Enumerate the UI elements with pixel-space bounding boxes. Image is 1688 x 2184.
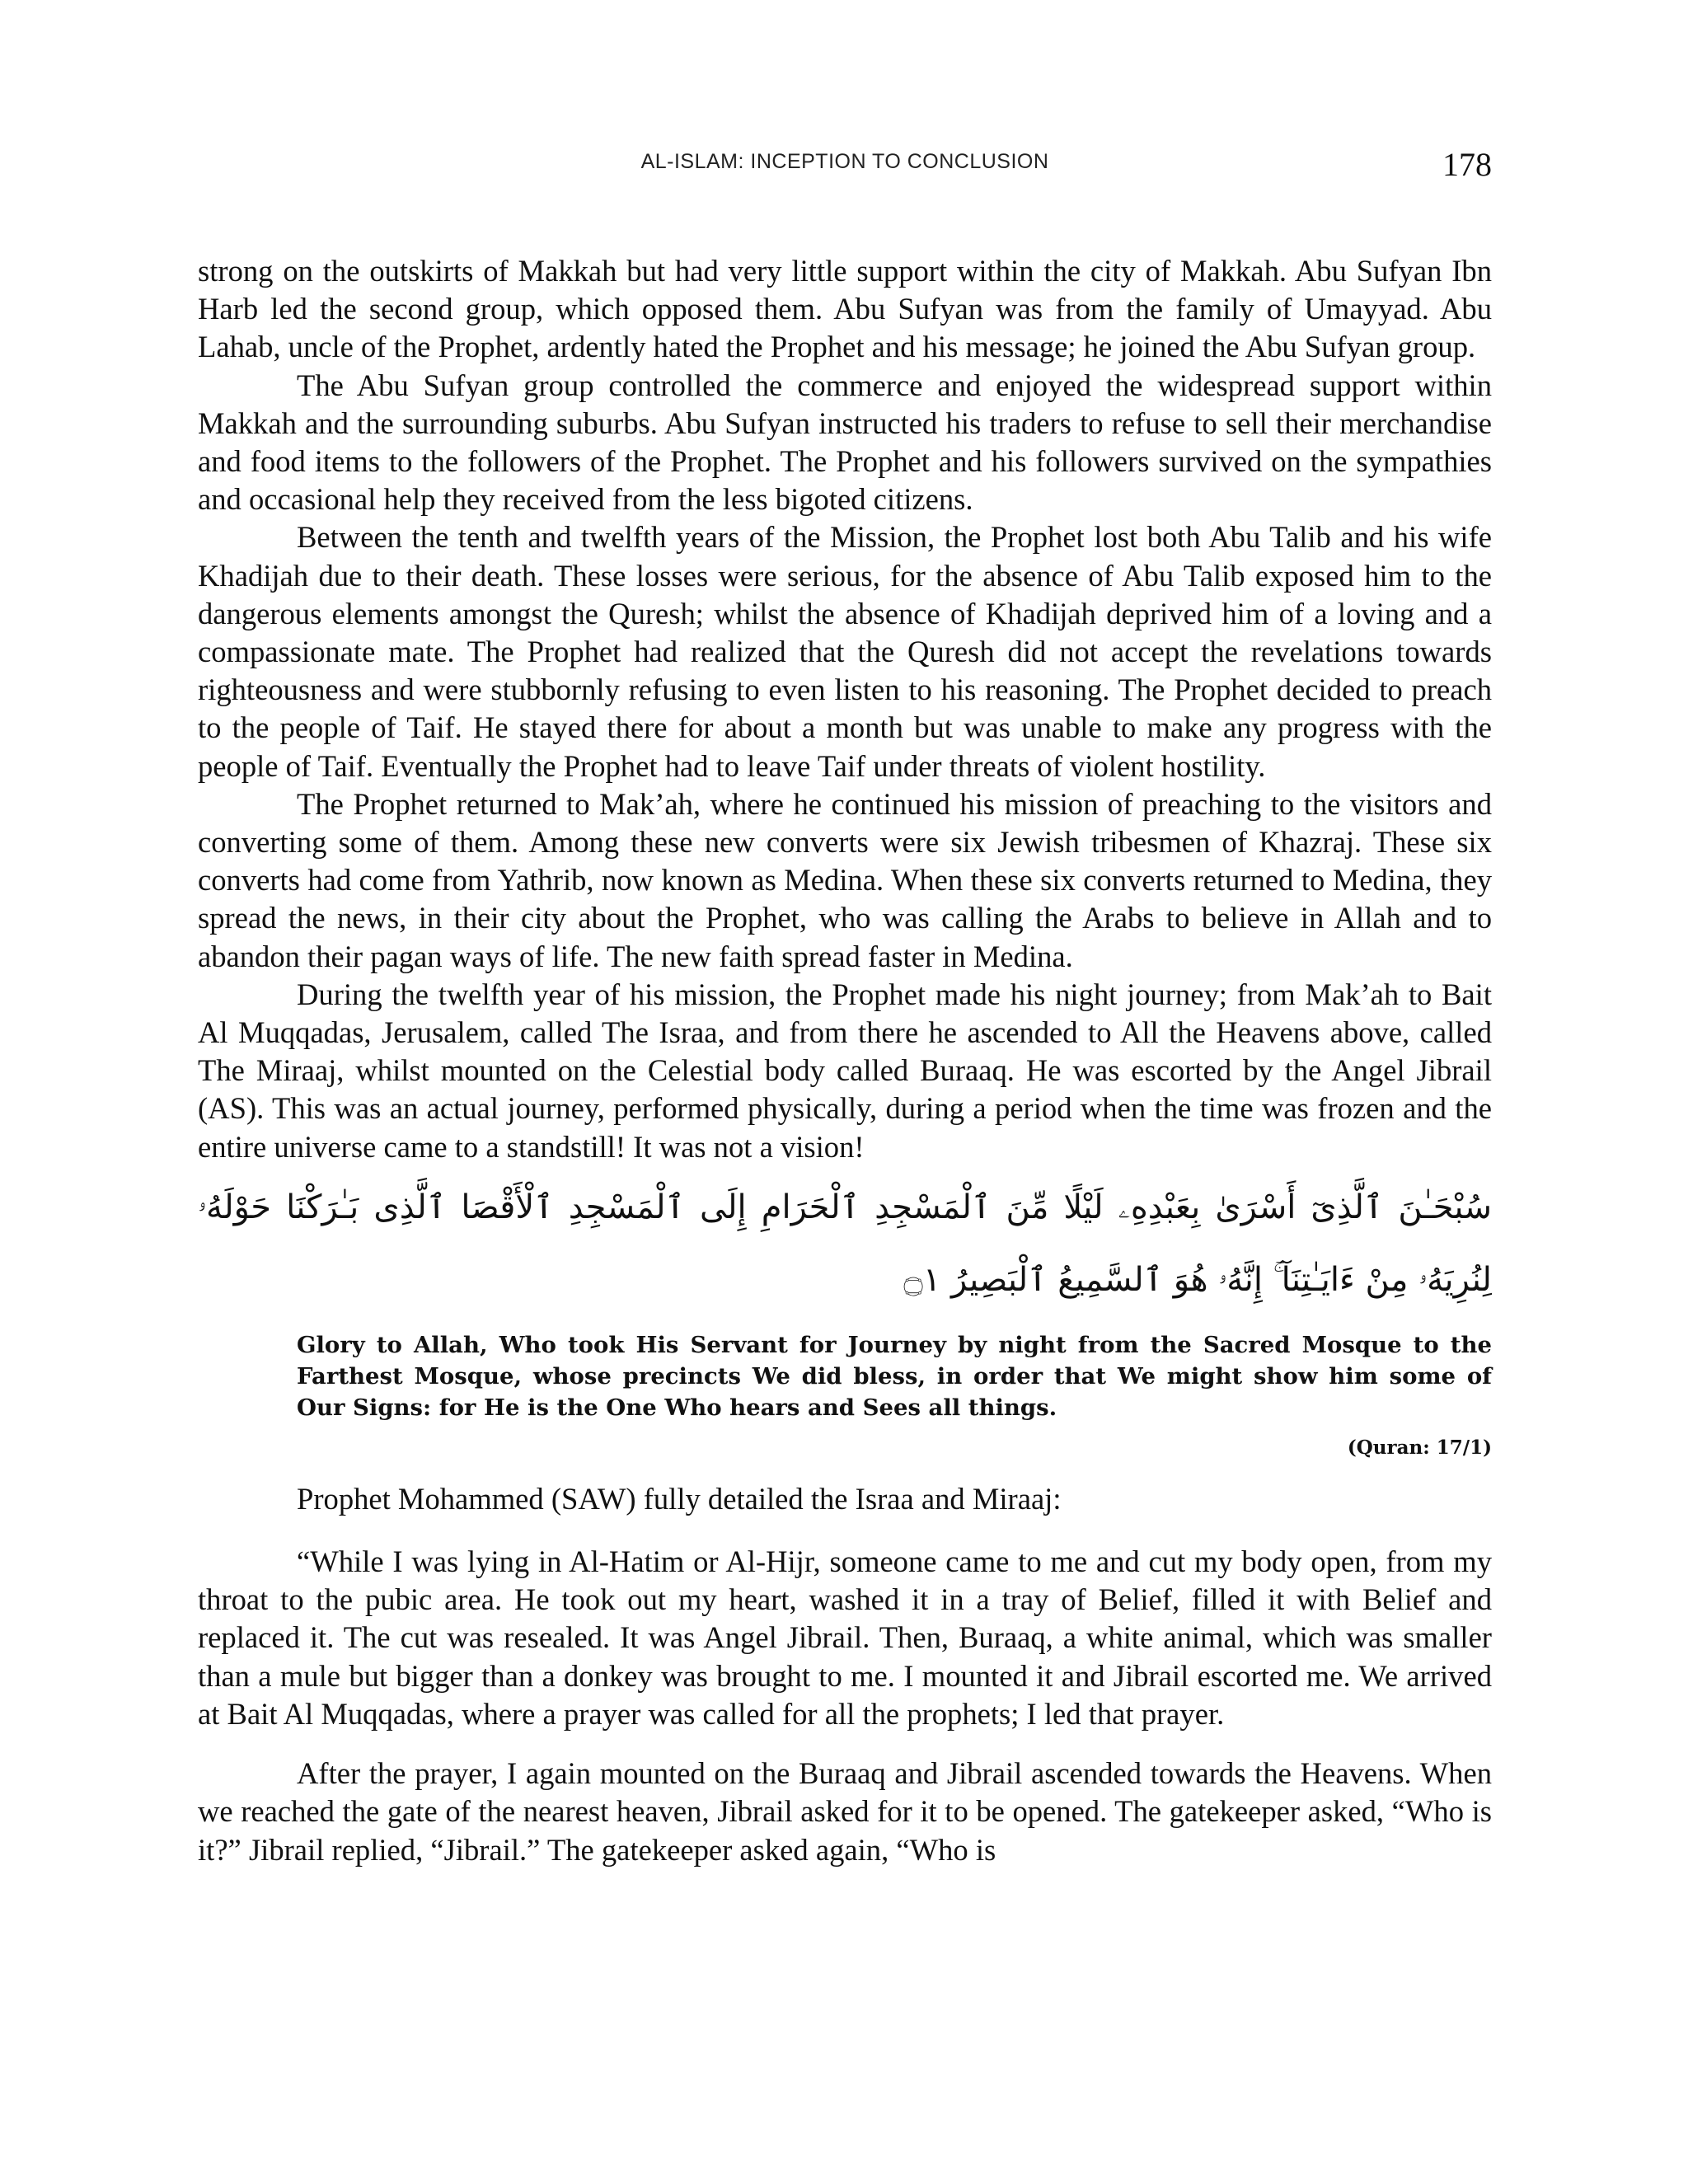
arabic-verse: سُبْحَـٰنَ ٱلَّذِىٓ أَسْرَىٰ بِعَبْدِهِۦ لَيْلًا مِّنَ ٱلْمَسْجِدِ ٱلْحَرَامِ إِلَى ٱلْمَسْجِدِ ٱلْأَقْصَا ٱلَّذِى بَـٰرَكْنَا حَوْلَهُۥ لِنُرِيَهُۥ مِنْ ءَايَـٰتِنَآ ۚ إِنَّهُۥ هُوَ ٱلسَّمِيعُ ٱلْبَصِيرُ ۝١ [198, 1188, 1492, 1299]
paragraph-2: The Abu Sufyan group controlled the commerce and enjoyed the widespread support within Makkah and the surrounding suburbs. Abu Sufyan instructed his traders to refuse to sell their merchandise and food items to the followers of the Prophet. The Prophet and his followers survived on the sympathies and occasional help they received from the less bigoted citizens. [198, 368, 1492, 517]
verse-translation: Glory to Allah, Who took His Servant for Journey by night from the Sacred Mosque to the Farthest Mosque, whose precincts We did bless, in order that We might show him some of Our Signs: for He is the One Who hears and Sees all things. [297, 1331, 1492, 1421]
paragraph-5: During the twelfth year of his mission, the Prophet made his night journey; from Mak’ah to Bait Al Muqqadas, Jerusalem, called The Israa, and from there he ascended to All the Heavens above, called The Miraaj, whilst mounted on the Celestial body called Buraaq. He was escorted by the Angel Jibrail (AS). This was an actual journey, performed physically, during a period when the time was frozen and the entire universe came to a standstill! It was not a vision! [198, 977, 1492, 1164]
body-text [198, 252, 1492, 1869]
running-header [198, 145, 1492, 194]
paragraph-6: Prophet Mohammed (SAW) fully detailed the Israa and Miraaj: [297, 1481, 1062, 1516]
page-number: 178 [1442, 146, 1492, 183]
paragraph-4: The Prophet returned to Mak’ah, where he continued his mission of preaching to the visitors and converting some of them. Among these new converts were six Jewish tribesmen of Khazraj. These six converts had come from Yathrib, now known as Medina. When these six converts returned to Medina, they spread the news, in their city about the Prophet, who was calling the Arabs to believe in Allah and to abandon their pagan ways of life. The new faith spread faster in Medina. [198, 786, 1492, 973]
running-title: AL-ISLAM: INCEPTION TO CONCLUSION [640, 150, 1049, 173]
paragraph-3: Between the tenth and twelfth years of the Mission, the Prophet lost both Abu Talib and his wife Khadijah due to their death. These losses were serious, for the absence of Abu Talib exposed him to the dangerous elements amongst the Quresh; whilst the absence of Khadijah deprived him of a loving and a compassionate mate. The Prophet had realized that the Quresh did not accept the revelations towards righteousness and were stubbornly refusing to even listen to his reasoning. The Prophet decided to preach to the people of Taif. He stayed there for about a month but was unable to make any progress with the people of Taif. Eventually the Prophet had to leave Taif under threats of violent hostility. [198, 520, 1492, 783]
paragraph-8: After the prayer, I again mounted on the Buraaq and Jibrail ascended towards the Heavens. When we reached the gate of the nearest heaven, Jibrail asked for it to be opened. The gatekeeper asked, “Who is it?” Jibrail replied, “Jibrail.” The gatekeeper asked again, “Who is [198, 1756, 1492, 1867]
verse-citation: (Quran: 17/1) [1347, 1436, 1492, 1459]
paragraph-1: strong on the outskirts of Makkah but had very little support within the city of Makkah. Abu Sufyan Ibn Harb led the second group, which opposed them. Abu Sufyan was from the family of Umayyad. Abu Lahab, uncle of the Prophet, ardently hated the Prophet and his message; he joined the Abu Sufyan group. [198, 254, 1492, 364]
paragraph-7: “While I was lying in Al-Hatim or Al-Hijr, someone came to me and cut my body open, from my throat to the pubic area. He took out my heart, washed it in a tray of Belief, filled it with Belief and replaced it. The cut was resealed. It was Angel Jibrail. Then, Buraaq, a white animal, which was smaller than a mule but bigger than a donkey was brought to me. I mounted it and Jibrail escorted me. We arrived at Bait Al Muqqadas, where a prayer was called for all the prophets; I led that prayer. [198, 1544, 1492, 1731]
